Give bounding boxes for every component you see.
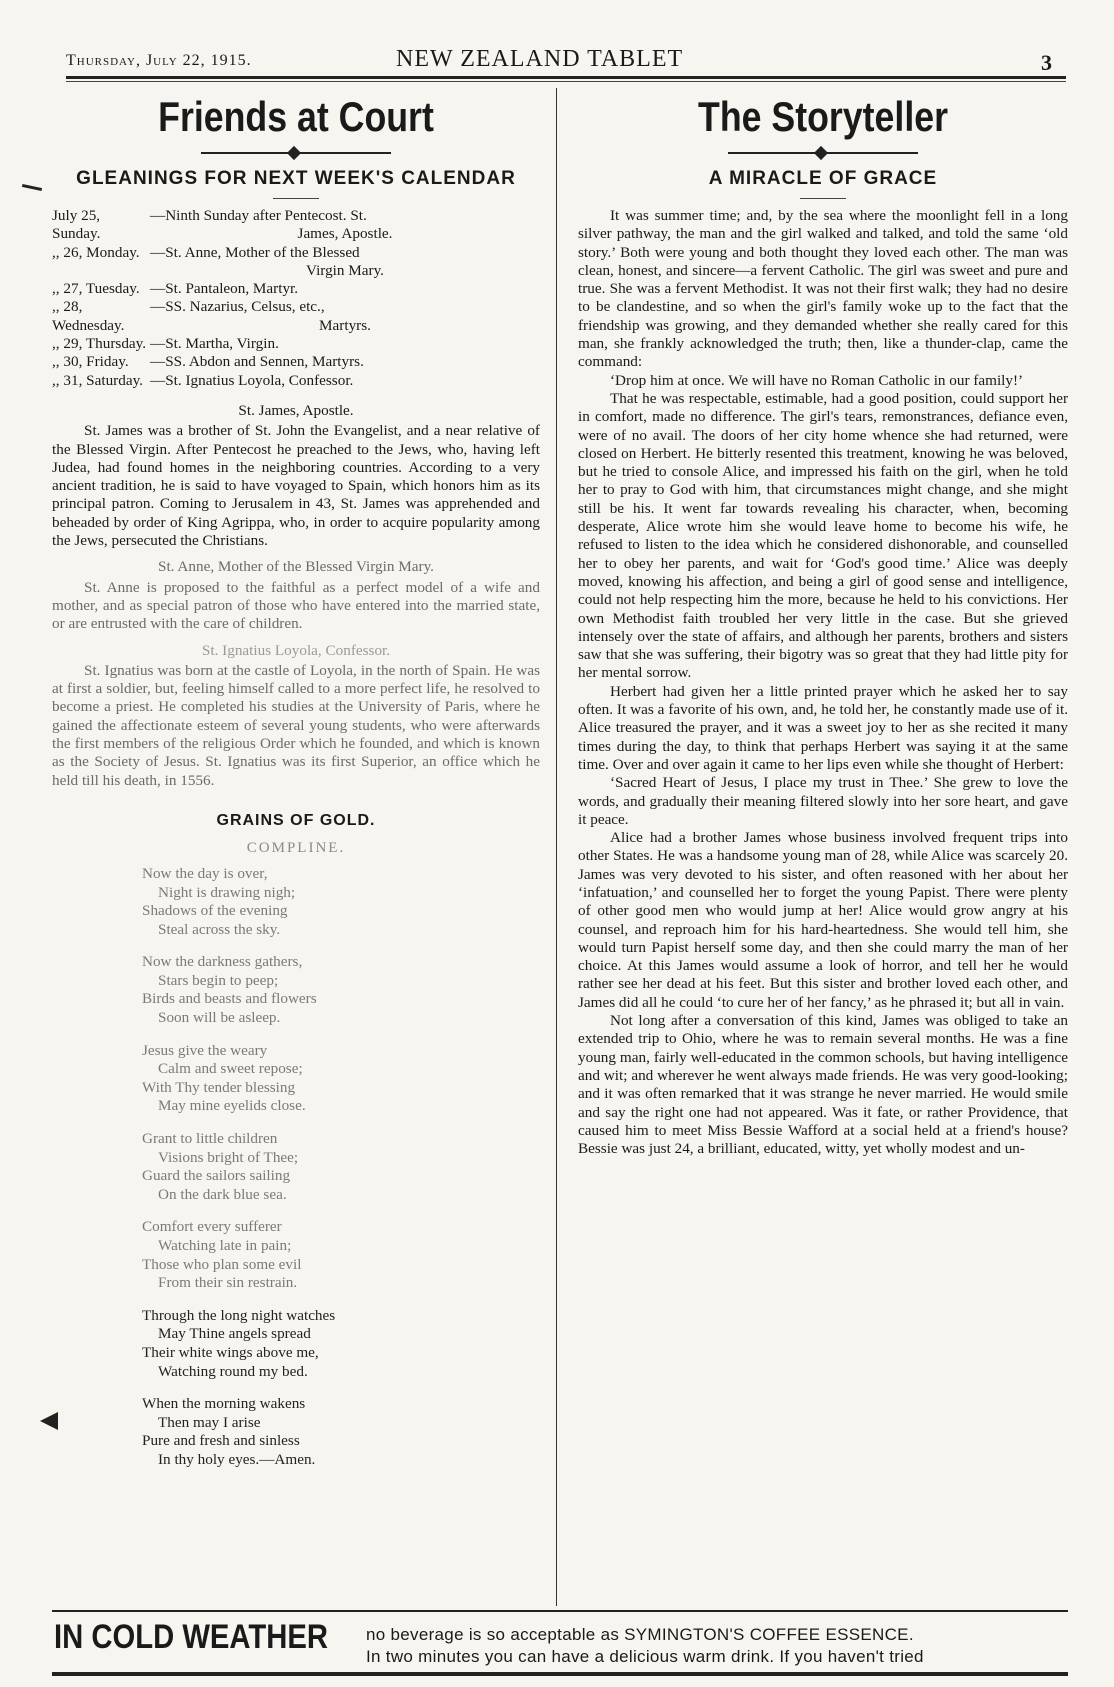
ad-headline: IN COLD WEATHER <box>54 1618 328 1656</box>
poem-title: COMPLINE. <box>246 839 346 856</box>
story-text <box>578 207 1068 1158</box>
story-paragraph: Herbert had given her a little printed prayer which he asked her to say often. It was a favorite of his own, and, he told her, he constantly made use of it. Alice treasured the prayer, and it was a sweet joy to her as she recited it many times during the day, to think that perhaps Herbert was saying it at the same time. Over and over again it came to her lips even while she thought of Herbert: <box>578 682 1068 773</box>
left-column <box>52 92 540 1484</box>
publication-title: NEW ZEALAND TABLET <box>396 46 684 72</box>
issue-date: Thursday, July 22, 1915. <box>66 52 252 69</box>
calendar-subheading: GLEANINGS FOR NEXT WEEK'S CALENDAR <box>76 168 516 189</box>
calendar-row: ,, 27, Tuesday. —St. Pantaleon, Martyr. <box>52 280 299 298</box>
poem <box>142 865 540 1470</box>
saint-title: St. James, Apostle. <box>238 401 354 419</box>
saint-text: St. Ignatius was born at the castle of Loyola, in the north of Spain. He was at first a soldier, but, feeling himself called to a more perfect life, he resolved to become a priest. He completed his studies at the University of Paris, where he gained the affectionate esteem of several young students, who were afterwards the first members of the religious Order which he founded, and which is known as the Society of Jesus. St. Ignatius was its first Superior, an office which he held till his death, in 1556. <box>52 661 540 789</box>
poem-stanza: Now the day is over, Night is drawing nigh; Shadows of the evening Steal across the sky. <box>142 864 296 938</box>
page-number: 3 <box>1041 50 1052 75</box>
story-paragraph: ‘Sacred Heart of Jesus, I place my trust in Thee.’ She grew to love the words, and gradually their meaning filtered slowly into her sore heart, and gave it peace. <box>578 774 1068 828</box>
poem-stanza: Comfort every sufferer Watching late in pain; Those who plan some evil From their sin restrain. <box>142 1218 302 1292</box>
calendar-row: ,, 28, Wednesday. —SS. Nazarius, Celsus, etc., Martyrs. <box>52 298 371 334</box>
ad-text-line: no beverage is so acceptable as SYMINGTON'S COFFEE ESSENCE. <box>366 1625 914 1644</box>
margin-mark <box>22 184 42 191</box>
poem-stanza: When the morning wakens Then may I arise Pure and fresh and sinless In thy holy eyes.—Amen. <box>142 1395 316 1468</box>
poem-stanza: Grant to little children Visions bright of Thee; Guard the sailors sailing On the dark blue sea. <box>142 1130 299 1203</box>
saint-text: St. James was a brother of St. John the Evangelist, and a near relative of the Blessed Virgin. After Pentecost he preached to the Jews, who, having left Judea, had found homes in the neighboring countries. According to a very ancient tradition, he is said to have voyaged to Spain, which honors him as its principal patron. Coming to Jerusalem in 43, St. James was apprehended and beheaded by order of King Agrippa, who, in order to acquire popularity among the Jews, persecuted the Christians. <box>52 422 540 550</box>
masthead-rule-thin <box>66 81 1066 82</box>
calendar-list <box>52 207 540 390</box>
right-column <box>578 92 1068 1158</box>
story-paragraph: ‘Drop him at once. We will have no Roman Catholic in our family!’ <box>610 371 1024 389</box>
calendar-row: ,, 29, Thursday. —St. Martha, Virgin. <box>52 335 279 353</box>
story-paragraph: That he was respectable, estimable, had a good position, could support her in comfort, made no difference. The girl's tears, remonstrances, defiance even, were of no avail. The doors of her city home whence she had returned, were closed on Herbert. He bitterly resented this treatment, knowing he was beloved, but he tried to console Alice, and impressed his faith on the girl, when he told her to pray to God with him, that circumstances might change, and she might still be his. It went far towards revealing his character, when, becoming desperate, Alice wrote him she would leave home to become his wife, he refused to listen to the idea which he considered dishonorable, and counselled her to obey her parents, and wait for ‘God's good time.’ Alice was deeply moved, knowing his affection, and being a girl of good sense and intelligence, could not help respecting him the more, because he held to his convictions. Her own Methodist faith troubled her very little in the case. But she grieved intensely over the state of affairs, and although her parents, brothers and sisters saw that she was suffering, their bigotry was so great that they had little pity for her mental sorrow. <box>578 389 1068 682</box>
column-divider <box>556 88 557 1606</box>
calendar-row: ,, 31, Saturday. —St. Ignatius Loyola, Confessor. <box>52 371 354 389</box>
calendar-row: July 25, Sunday. —Ninth Sunday after Pentecost. St. James, Apostle. <box>52 207 393 243</box>
heading-ornament <box>201 146 391 160</box>
saint-title: St. Ignatius Loyola, Confessor. <box>201 641 391 659</box>
story-paragraph: It was summer time; and, by the sea where the moonlight fell in a long silver pathway, the man and the girl walked and talked, and told the same ‘old story.’ Both were young and both thought they loved each other. The man was clean, honest, and sincere—a fervent Catholic. The girl was sweet and pure and true. She was a fervent Methodist. It was not their first walk; they had no desire to be clandestine, and so when the girl's family woke up to the fact that the friendship was growing, and they demanded whether she really cared for this man, she frankly acknowledged the truth; then, like a thunder-clap, came the command: <box>578 207 1068 371</box>
masthead <box>66 46 1066 76</box>
calendar-row: ,, 26, Monday. —St. Anne, Mother of the Blessed Virgin Mary. <box>52 243 384 279</box>
short-rule <box>800 198 846 199</box>
masthead-rule <box>66 76 1066 79</box>
section-heading-friends-at-court: Friends at Court <box>158 93 434 140</box>
heading-ornament <box>728 146 918 160</box>
short-rule <box>273 198 319 199</box>
poem-stanza: Now the darkness gathers, Stars begin to peep; Birds and beasts and flowers Soon will be asleep. <box>142 953 317 1027</box>
story-paragraph: Alice had a brother James whose business involved frequent trips into other States. He was a handsome young man of 28, while Alice was scarcely 20. James was very devoted to his sister, and often reasoned with her about her ‘infatuation,’ and counselled her to forget the young Papist. There were plenty of other good men who would jump at her! Alice would grow angry at his counsel, and reproach him for his hard-heartedness. She would tell him, she would turn Papist herself some day, and then she could marry the man of her choice. At this James would assume a look of horror, and tell her he would rather see her dead at his feet. But this sister and brother loved each other, and James did all he could ‘to cure her of her fancy,’ as he phrased it; but all in vain. <box>578 829 1068 1011</box>
ad-text-line: In two minutes you can have a delicious warm drink. If you haven't tried <box>366 1647 924 1666</box>
ad-rule <box>52 1610 1068 1612</box>
saint-text: St. Anne is proposed to the faithful as a perfect model of a wife and mother, and as special patron of those who have entered into the married state, or are entrusted with the care of children. <box>52 578 540 633</box>
ad-rule-bottom <box>52 1672 1068 1676</box>
story-paragraph: Not long after a conversation of this kind, James was obliged to take an extended trip to Ohio, where he was to remain several months. He was a fine young man, fairly well-educated in the common schools, but having intelligence and wit; and wherever he went always made friends. He was very good-looking; and it was often remarked that it was strange he never married. He would smile and say the right one had not appeared. Was it fate, or rather Providence, that caused him to meet Miss Bessie Wafford at a social held at a friend's house? Bessie was just 24, a brilliant, educated, witty, yet wholly modest and un- <box>578 1012 1068 1158</box>
section-heading-storyteller: The Storyteller <box>698 93 948 140</box>
poem-stanza: Through the long night watches May Thine angels spread Their white wings above me, Watching round my bed. <box>142 1306 336 1380</box>
saint-title: St. Anne, Mother of the Blessed Virgin Mary. <box>158 558 434 576</box>
calendar-row: ,, 30, Friday. —SS. Abdon and Sennen, Martyrs. <box>52 353 364 371</box>
poem-stanza: Jesus give the weary Calm and sweet repose; With Thy tender blessing May mine eyelids close. <box>142 1041 306 1115</box>
story-title: A MIRACLE OF GRACE <box>708 168 938 189</box>
grains-of-gold-heading: GRAINS OF GOLD. <box>216 811 376 829</box>
